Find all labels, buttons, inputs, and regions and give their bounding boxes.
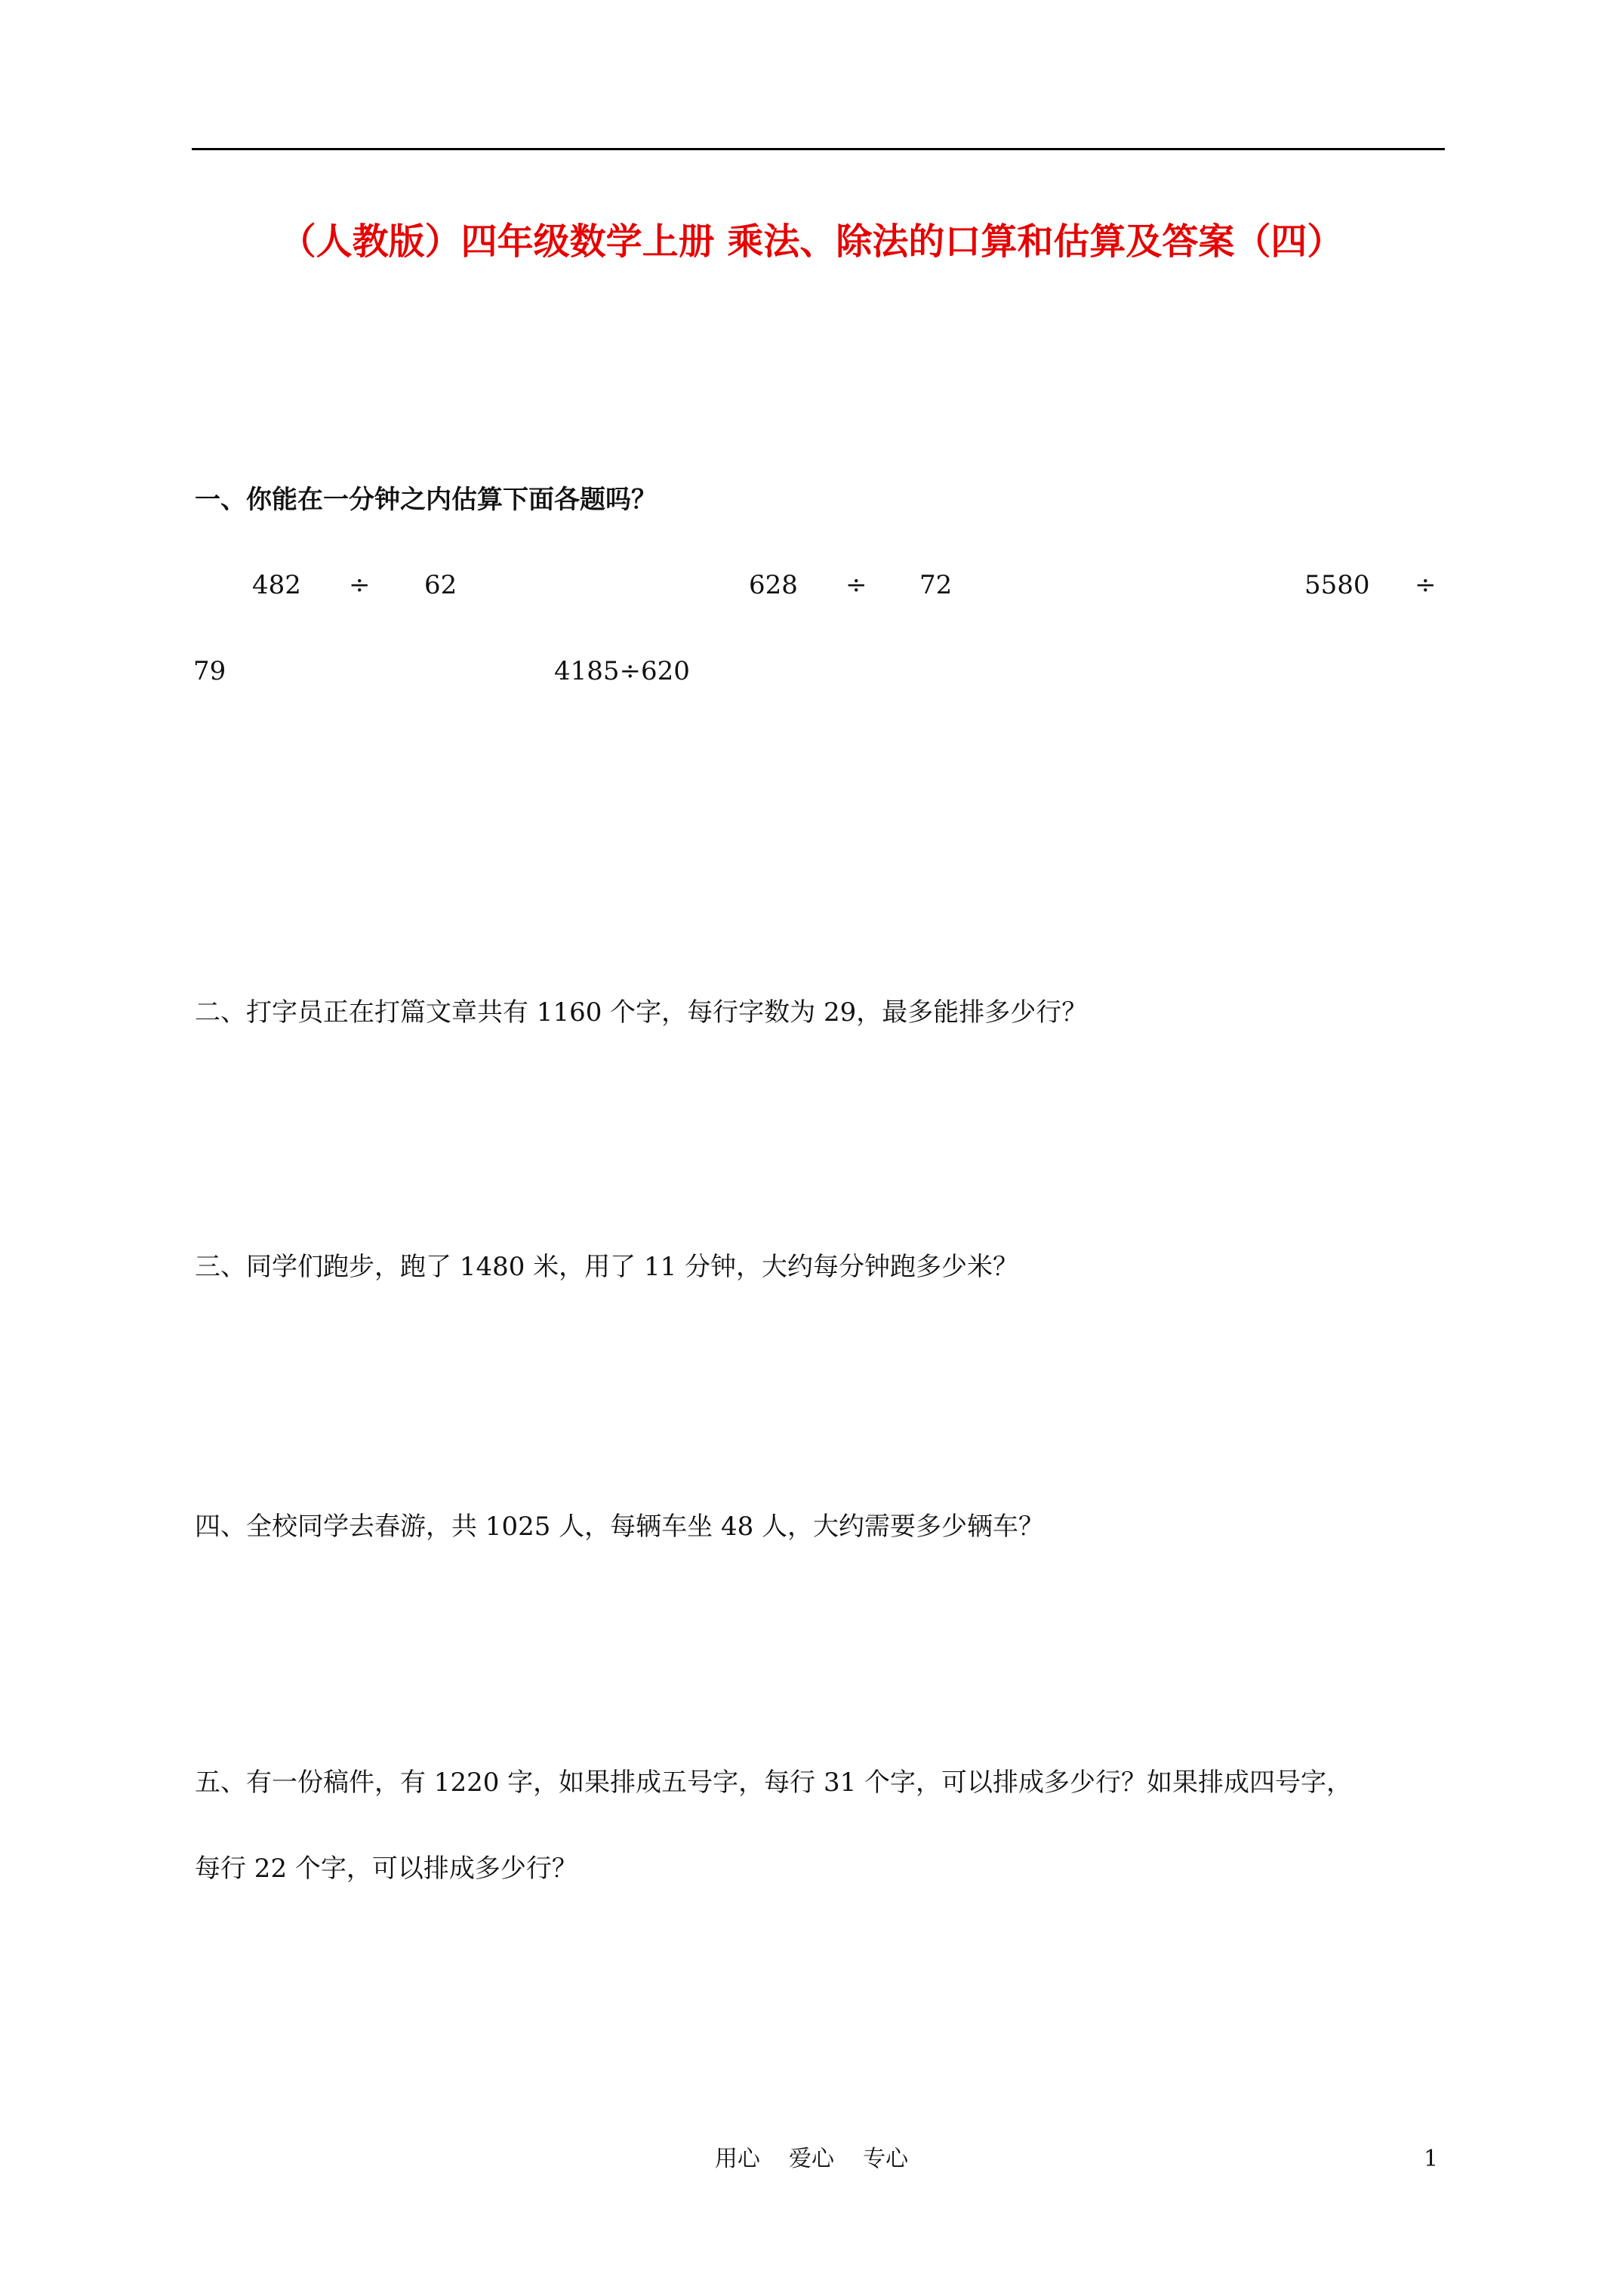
q1-divisor-1: 62 (424, 570, 457, 600)
question-1-heading: 一、你能在一分钟之内估算下面各题吗？ (195, 485, 657, 515)
q1-divide-sign-2: ÷ (845, 570, 867, 600)
q1-divide-sign-3: ÷ (1415, 570, 1437, 600)
question-2-text: 二、打字员正在打篇文章共有 1160 个字，每行字数为 29，最多能排多少行？ (195, 997, 1088, 1028)
q1-expression-4: 4185÷620 (554, 656, 690, 686)
q1-dividend-1: 482 (252, 570, 301, 600)
q1-dividend-2: 628 (749, 570, 798, 600)
document-title: （人教版）四年级数学上册 乘法、除法的口算和估算及答案（四） (279, 220, 1344, 263)
q1-dividend-3: 5580 (1304, 570, 1370, 600)
question-5-line-2: 每行 22 个字，可以排成多少行？ (195, 1854, 577, 1884)
header-rule (192, 148, 1445, 150)
q1-divisor-3: 79 (193, 656, 226, 686)
page-number: 1 (1424, 2146, 1439, 2172)
question-4-text: 四、全校同学去春游，共 1025 人，每辆车坐 48 人，大约需要多少辆车？ (195, 1512, 1045, 1542)
footer-motto: 用心 爱心 专心 (714, 2146, 909, 2172)
question-3-text: 三、同学们跑步，跑了 1480 米，用了 11 分钟，大约每分钟跑多少米？ (195, 1252, 1019, 1282)
question-5-line-1: 五、有一份稿件，有 1220 字，如果排成五号字，每行 31 个字，可以排成多少行？如果排成四号字， (195, 1767, 1353, 1798)
q1-divide-sign-1: ÷ (349, 570, 371, 600)
q1-divisor-2: 72 (919, 570, 953, 600)
